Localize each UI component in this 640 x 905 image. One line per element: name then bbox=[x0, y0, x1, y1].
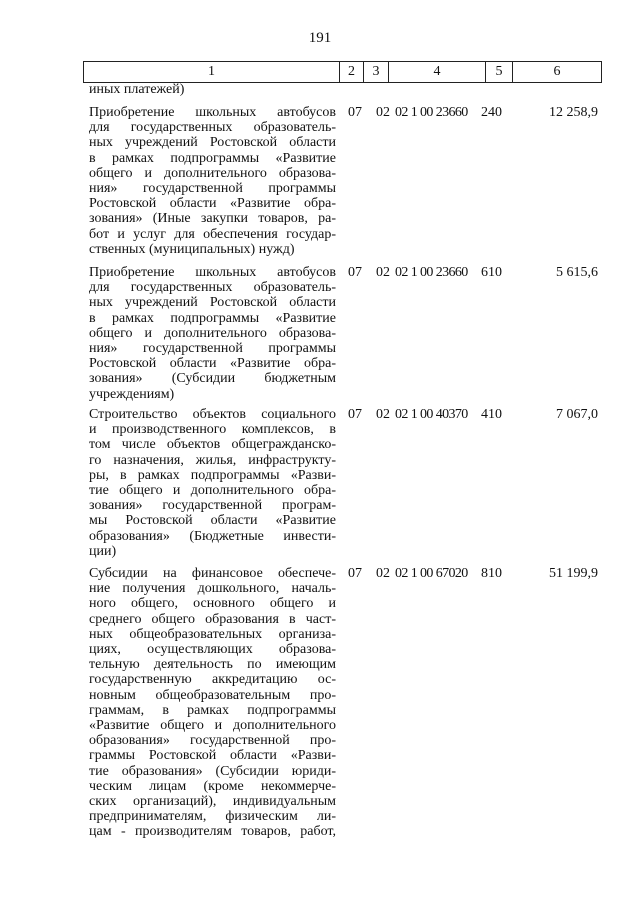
description-line: граммы Ростовской области «Разви- bbox=[89, 748, 336, 764]
description-line: мы Ростовской области «Развитие bbox=[89, 513, 336, 529]
subsection-code: 02 bbox=[376, 265, 390, 280]
description-line: ции) bbox=[89, 543, 117, 559]
column-header-row bbox=[84, 62, 602, 83]
description-line: в рамках подпрограммы «Развитие bbox=[89, 150, 336, 166]
target-article-code: 02 1 00 67020 bbox=[395, 566, 468, 581]
subsection-code: 02 bbox=[376, 407, 390, 422]
description-line: ских организаций), индивидуальным bbox=[89, 794, 336, 810]
description-line: ния» государственной программы bbox=[89, 181, 336, 197]
description-line: граммам, в рамках подпрограммы bbox=[89, 702, 336, 718]
section-code: 07 bbox=[348, 566, 362, 581]
amount: 7 067,0 bbox=[556, 407, 598, 422]
page-number: 191 bbox=[308, 30, 332, 46]
description-line: тельную деятельность по имеющим bbox=[89, 657, 336, 673]
description-line: новным общеобразовательным про- bbox=[89, 687, 336, 703]
description-line: общего и дополнительного образова- bbox=[89, 165, 336, 181]
description-line: в рамках подпрограммы «Развитие bbox=[89, 310, 336, 326]
description-line: образования» (Бюджетные инвести- bbox=[89, 528, 336, 544]
description-line: Строительство объектов социального bbox=[89, 407, 336, 422]
description-line: циях, осуществляющих образова- bbox=[89, 642, 336, 658]
description-line: ческим лицам (кроме некоммерче- bbox=[89, 778, 336, 794]
description-line: ных учреждений Ростовской области bbox=[89, 135, 336, 151]
description-line: Ростовской области «Развитие обра- bbox=[89, 196, 336, 212]
description-line: том числе объектов общегражданско- bbox=[89, 437, 336, 453]
amount: 12 258,9 bbox=[549, 105, 598, 120]
description-line: учреждениям) bbox=[89, 386, 175, 402]
column-header-3: 3 bbox=[364, 62, 389, 83]
target-article-code: 02 1 00 23660 bbox=[395, 265, 468, 280]
description-line: Субсидии на финансовое обеспече- bbox=[89, 566, 336, 581]
description-line: для государственных образователь- bbox=[89, 280, 336, 296]
description-line: предпринимателям, физическим ли- bbox=[89, 809, 336, 825]
target-article-code: 02 1 00 23660 bbox=[395, 105, 468, 120]
description-line: среднего общего образования в част- bbox=[89, 611, 336, 627]
description-line: зования» (Субсидии бюджетным bbox=[89, 371, 336, 387]
row-description bbox=[89, 566, 336, 840]
expense-type-code: 240 bbox=[481, 105, 502, 120]
expense-type-code: 610 bbox=[481, 265, 502, 280]
amount: 51 199,9 bbox=[549, 566, 598, 581]
target-article-code: 02 1 00 40370 bbox=[395, 407, 468, 422]
description-line: ных общеобразовательных организа- bbox=[89, 626, 336, 642]
description-line: зования» государственной програм- bbox=[89, 498, 336, 514]
description-line: ных учреждений Ростовской области bbox=[89, 295, 336, 311]
column-header-2: 2 bbox=[340, 62, 364, 83]
row-description bbox=[89, 407, 336, 559]
description-line: Приобретение школьных автобусов bbox=[89, 105, 336, 120]
column-header-4: 4 bbox=[389, 62, 486, 83]
description-line: ние получения дошкольного, началь- bbox=[89, 581, 336, 597]
column-header-5: 5 bbox=[486, 62, 513, 83]
row-description bbox=[89, 265, 336, 402]
description-line: общего и дополнительного образова- bbox=[89, 325, 336, 341]
continuation-text: иных платежей) bbox=[89, 82, 185, 97]
description-line: Ростовской области «Развитие обра- bbox=[89, 356, 336, 372]
description-line: ного общего, основного общего и bbox=[89, 596, 336, 612]
description-line: образования» государственной про- bbox=[89, 733, 336, 749]
description-line: цам - производителям товаров, работ, bbox=[89, 824, 336, 840]
description-line: тие общего и дополнительного обра- bbox=[89, 483, 336, 499]
expense-type-code: 410 bbox=[481, 407, 502, 422]
description-line: ры, в рамках подпрограммы «Разви- bbox=[89, 467, 336, 483]
column-header-1: 1 bbox=[84, 62, 340, 83]
section-code: 07 bbox=[348, 105, 362, 120]
subsection-code: 02 bbox=[376, 105, 390, 120]
description-line: тие образования» (Субсидии юриди- bbox=[89, 763, 336, 779]
description-line: Приобретение школьных автобусов bbox=[89, 265, 336, 280]
description-line: ния» государственной программы bbox=[89, 341, 336, 357]
column-header-6: 6 bbox=[513, 62, 602, 83]
row-description bbox=[89, 105, 336, 257]
section-code: 07 bbox=[348, 265, 362, 280]
description-line: го назначения, жилья, инфраструкту- bbox=[89, 452, 336, 468]
subsection-code: 02 bbox=[376, 566, 390, 581]
description-line: «Развитие общего и дополнительного bbox=[89, 718, 336, 734]
description-line: государственную аккредитацию ос- bbox=[89, 672, 336, 688]
column-header-table bbox=[83, 61, 602, 83]
amount: 5 615,6 bbox=[556, 265, 598, 280]
expense-type-code: 810 bbox=[481, 566, 502, 581]
description-line: бот и услуг для обеспечения государ- bbox=[89, 226, 336, 242]
description-line: и производственного комплексов, в bbox=[89, 422, 336, 438]
section-code: 07 bbox=[348, 407, 362, 422]
description-line: зования» (Иные закупки товаров, ра- bbox=[89, 211, 336, 227]
description-line: ственных (муниципальных) нужд) bbox=[89, 241, 295, 257]
description-line: для государственных образователь- bbox=[89, 120, 336, 136]
